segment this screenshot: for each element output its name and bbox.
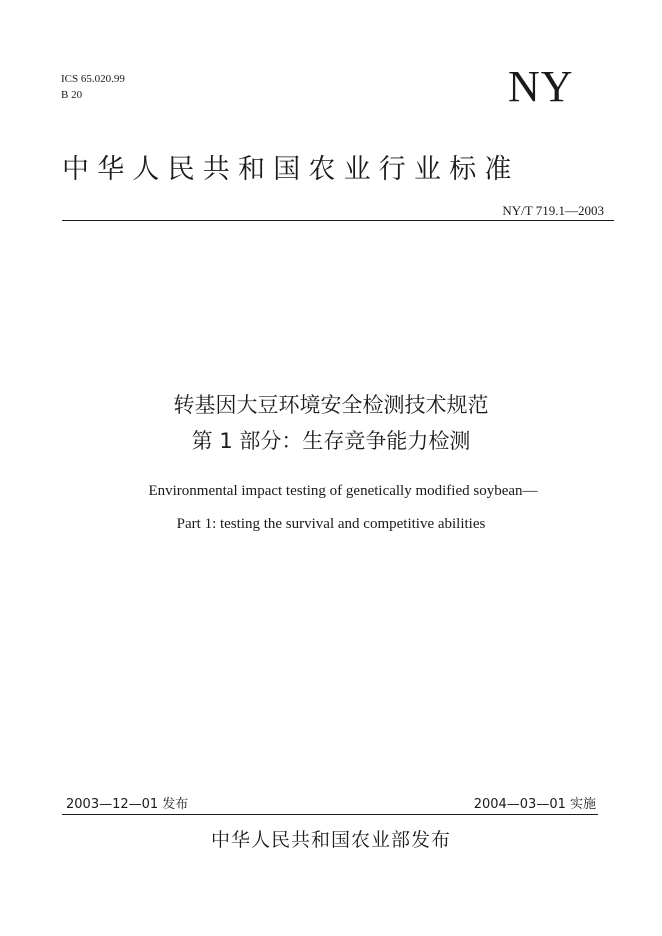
document-title-en-line2: Part 1: testing the survival and competitive abilities xyxy=(176,516,486,532)
header-divider xyxy=(62,220,614,221)
publisher: 中华人民共和国农业部发布 xyxy=(210,829,451,851)
ny-logo: NY xyxy=(508,62,574,111)
footer-divider xyxy=(62,814,598,815)
document-title-cn-line1: 转基因大豆环境安全检测技术规范 xyxy=(173,393,489,417)
standard-code: NY/T 719.1—2003 xyxy=(502,203,604,218)
classification-code: B 20 xyxy=(61,89,83,101)
issue-date: 2003—12—01 发布 xyxy=(66,797,189,812)
document-title-cn-line2: 第 1 部分：生存竞争能力检测 xyxy=(191,429,471,453)
implementation-date: 2004—03—01 实施 xyxy=(473,797,596,812)
ics-code: ICS 65.020.99 xyxy=(61,73,125,85)
document-title-en-line1: Environmental impact testing of genetically modified soybean— xyxy=(148,483,538,499)
standard-title: 中华人民共和国农业行业标准 xyxy=(62,154,520,185)
